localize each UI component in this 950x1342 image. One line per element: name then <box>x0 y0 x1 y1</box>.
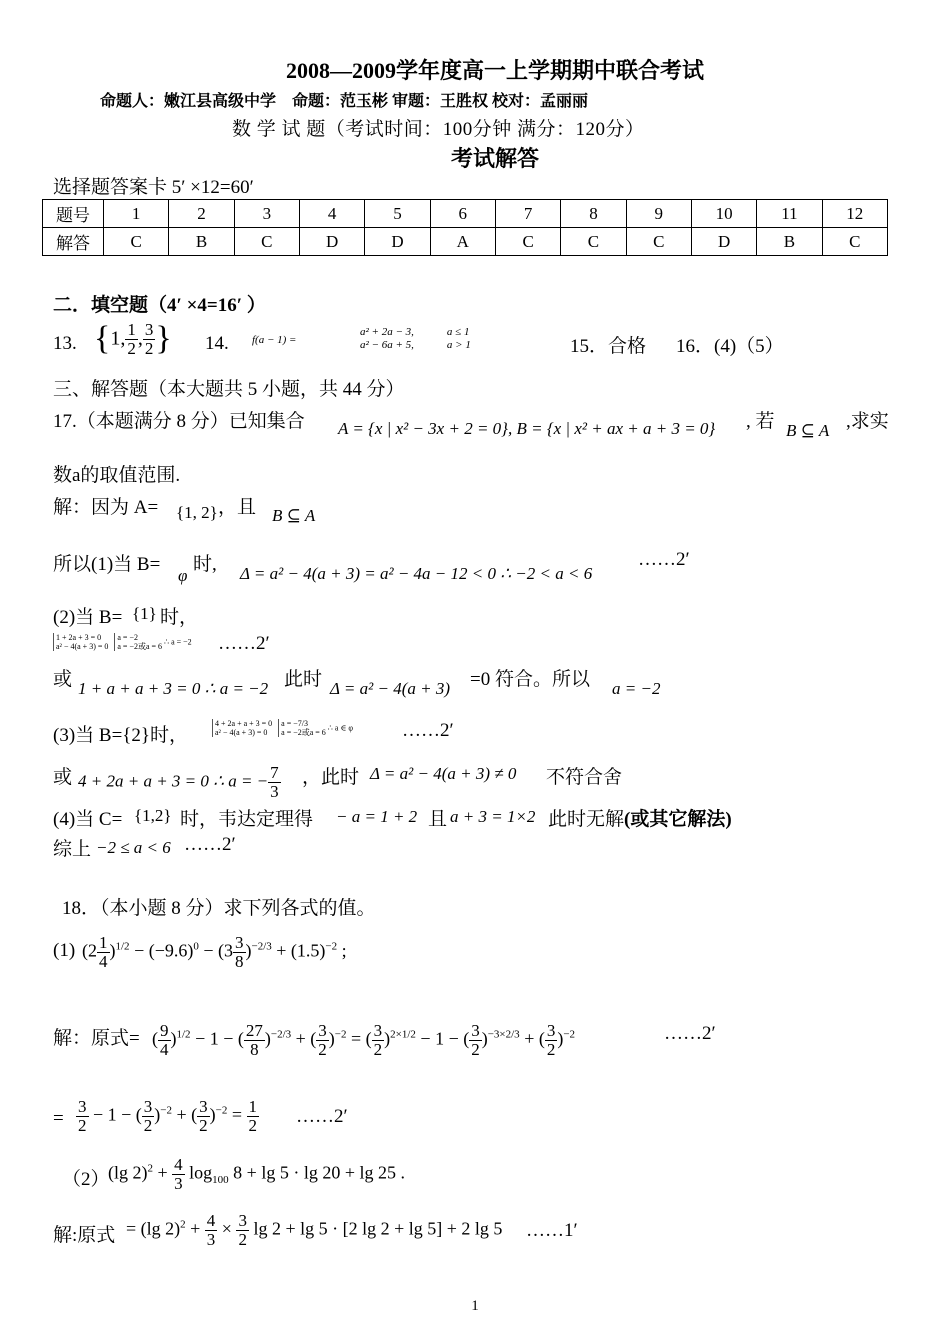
case4-prefix: (4)当 C= <box>53 809 123 830</box>
q17-subset: B ⊆ A <box>786 421 830 440</box>
table-cell: 11 <box>757 200 822 228</box>
answer-card-caption: 选择题答案卡 5′ ×12=60′ <box>53 177 254 198</box>
case3-conclusion: ∴ a ∈ φ <box>327 723 353 733</box>
case4-set: {1,2} <box>134 806 172 825</box>
summary-score: ……2′ <box>184 834 236 855</box>
document-title: 2008—2009学年度高一上学期期中联合考试 <box>285 58 704 83</box>
q17-stem-line2: 数a的取值范围. <box>53 465 181 486</box>
q18-sol2-score: ……1′ <box>526 1220 578 1241</box>
q18-stem: 18．（本小题 8 分）求下列各式的值。 <box>62 898 376 919</box>
answers-heading: 考试解答 <box>450 146 539 171</box>
q15-answer: 15．合格 <box>570 336 647 357</box>
or-line-delta: Δ = a² − 4(a + 3) <box>330 679 451 698</box>
table-cell: D <box>691 228 756 256</box>
empty-set-icon: φ <box>178 566 188 585</box>
case2-prefix: (2)当 B= <box>53 607 123 628</box>
table-cell: B <box>757 228 822 256</box>
or3-numerator: 7 <box>270 763 279 782</box>
table-cell: 4 <box>299 200 364 228</box>
q17-solution-prefix: 解：因为 A= <box>53 497 159 518</box>
or3-math <box>78 764 281 801</box>
q18-sol2-prefix: 解:原式 <box>53 1225 116 1246</box>
q18-sol1-prefix: 解：原式= <box>53 1028 140 1049</box>
table-row <box>43 228 888 256</box>
row-label-answer: 解答 <box>43 228 104 256</box>
table-cell: A <box>430 228 495 256</box>
page-number: 1 <box>471 1298 479 1314</box>
table-cell: C <box>495 228 560 256</box>
or3-expression: 4 + 2a + a + 3 = 0 ∴ a = − <box>78 771 269 791</box>
case3-eq2: a² − 4(a + 3) = 0 <box>215 728 268 737</box>
row-label-number: 题号 <box>43 200 104 228</box>
q18-sol1b-expression: $\frac{3}{2}$ − 1 − ( $\frac{3}{2}$ )$^{-2}$ + ( $\frac{3}{2}$ )$^{-2}$ = $\frac{1}{2}$ <box>78 1097 258 1135</box>
summary-prefix: 综上 <box>53 839 92 860</box>
q17-set-a: {1, 2} <box>176 503 218 522</box>
q14-cond1: a ≤ 1 <box>446 326 470 338</box>
exam-subtitle: 数 学 试 题（考试时间：100分钟 满分：120分） <box>232 119 645 140</box>
summary-math: −2 ≤ a < 6 <box>96 838 171 857</box>
case4-alternative: (或其它解法) <box>624 809 732 830</box>
table-cell: B <box>169 228 234 256</box>
case3-res2: a = −2或a = 6 <box>281 728 326 737</box>
q14-lhs: f(a − 1) = <box>252 334 297 346</box>
or-prefix: 或 <box>53 669 73 690</box>
or-line-mid: 此时 <box>284 669 323 690</box>
table-cell: 6 <box>430 200 495 228</box>
or3-delta: Δ = a² − 4(a + 3) ≠ 0 <box>370 764 517 783</box>
case2-conclusion: ∴ a = −2 <box>164 637 192 647</box>
q14-label: 14. <box>205 333 229 354</box>
q13-answer: {1, $\frac{1}{2}$ , $\frac{3}{2}$ } <box>94 319 172 358</box>
case4-vieta2: a + 3 = 1×2 <box>450 807 536 826</box>
table-cell: 1 <box>104 200 169 228</box>
case1-when: 时, <box>193 554 217 575</box>
or-line-result: a = −2 <box>612 679 661 698</box>
q17-set-definition: A = {x | x² − 3x + 2 = 0}, B = {x | x² + ax + a + 3 = 0} <box>338 419 716 438</box>
or3-prefix: 或 <box>53 767 73 788</box>
or-line-after: =0 符合。所以 <box>470 669 590 690</box>
case2-when: 时， <box>160 607 199 628</box>
q14-case1: a² + 2a − 3, <box>360 326 414 338</box>
table-cell: 10 <box>691 200 756 228</box>
case3-system <box>212 719 353 737</box>
or3-after: 不符合舍 <box>546 767 623 788</box>
q14-piecewise <box>360 326 471 352</box>
answer-card-table <box>42 199 888 256</box>
q18-sol1-score: ……2′ <box>664 1023 716 1044</box>
case2-eq1: 1 + 2a + 3 = 0 <box>56 633 102 642</box>
case3-score: ……2′ <box>402 720 454 741</box>
table-cell: 8 <box>561 200 626 228</box>
case2-eq2: a² − 4(a + 3) = 0 <box>56 642 109 651</box>
q18-part1-expression: (2 $\frac{1}{4}$ )$^{1/2} - (-9.6)^0 - (3$ $\frac{3}{8}$ )$^{-2/3} + (1.5)^{-2}$ ; <box>82 933 347 971</box>
case2-res1: a = −2 <box>117 633 138 642</box>
table-cell: 3 <box>234 200 299 228</box>
q18-sol2-expression: = (lg 2)$^2$ + $\frac{4}{3}$ × $\frac{3}{2}$ lg 2 + lg 5 · [2 lg 2 + lg 5] + 2 lg 5 <box>126 1211 503 1249</box>
q14-case2: a² − 6a + 5, <box>360 339 414 351</box>
case4-and: 且 <box>428 809 448 830</box>
q16-answer: 16．(4)（5） <box>676 336 784 357</box>
or3-denominator: 3 <box>270 782 279 801</box>
q18-sol1b-score: ……2′ <box>296 1106 348 1127</box>
table-cell: C <box>626 228 691 256</box>
case2-set: {1} <box>132 604 157 623</box>
table-cell: 2 <box>169 200 234 228</box>
or3-mid: ，此时 <box>302 767 360 788</box>
q17-stem-suffix: ,求实 <box>846 411 889 432</box>
table-cell: C <box>822 228 887 256</box>
section3-heading: 三、解答题（本大题共 5 小题，共 44 分） <box>53 379 405 400</box>
case2-score: ……2′ <box>218 633 270 654</box>
case3-res1: a = −7/3 <box>281 719 308 728</box>
table-cell: 5 <box>365 200 430 228</box>
case2-res2: a = −2或a = 6 <box>117 642 163 651</box>
case4-mid: 时，韦达定理得 <box>180 809 314 830</box>
table-cell: 12 <box>822 200 887 228</box>
q13-label: 13. <box>53 333 77 354</box>
case4-after <box>548 804 732 831</box>
case4-vieta1: − a = 1 + 2 <box>336 807 418 826</box>
q14-cond2: a > 1 <box>446 339 471 351</box>
table-cell: C <box>234 228 299 256</box>
q17-stem-prefix: 17.（本题满分 8 分）已知集合 <box>53 411 305 432</box>
q17-subset-2: B ⊆ A <box>272 506 316 525</box>
q18-part2-expression: (lg 2)$^2$ + $\frac{4}{3}$ $\log_{100} 8 + \lg 5 \cdot \lg 20 + \lg 25$ . <box>108 1155 405 1193</box>
authors-line: 命题人：嫩江县高级中学 命题：范玉彬 审题：王胜权 校对：孟丽丽 <box>100 93 589 110</box>
q17-and: ，且 <box>218 497 257 518</box>
q18-sol1b-equals: = <box>53 1108 64 1129</box>
table-cell: C <box>561 228 626 256</box>
table-cell: D <box>365 228 430 256</box>
or-line-math: 1 + a + a + 3 = 0 ∴ a = −2 <box>78 679 269 698</box>
table-cell: 9 <box>626 200 691 228</box>
case1-prefix: 所以(1)当 B= <box>53 554 161 575</box>
table-row <box>43 200 888 228</box>
fill-in-heading: 二．填空题（4′ ×4=16′ ） <box>53 295 266 316</box>
q17-stem-mid: , 若 <box>746 411 775 432</box>
case2-system <box>53 633 192 651</box>
table-cell: C <box>104 228 169 256</box>
table-cell: 7 <box>495 200 560 228</box>
q18-part2-label: （2） <box>62 1169 110 1190</box>
case1-math: Δ = a² − 4(a + 3) = a² − 4a − 12 < 0 ∴ −2 < a < 6 <box>240 564 593 583</box>
case1-score: ……2′ <box>638 549 690 570</box>
table-cell: D <box>299 228 364 256</box>
case3-eq1: 4 + 2a + a + 3 = 0 <box>215 719 273 728</box>
q18-sol1-expression: ( $\frac{9}{4}$ )$^{1/2}$ − 1 − ( $\frac{27}{8}$ )$^{-2/3}$ + ( $\frac{3}{2}$ )$^{-2}$ = ( $\frac{3}{2}$ )$^{2\times 1/2}$ − 1 − ( $\frac{3}{2}$ )$^{-3\times 2/3}$ + ( $\frac{3}{2}$ )$^{-2}$ <box>152 1021 576 1059</box>
case4-after-text: 此时无解 <box>548 809 625 830</box>
q18-part1-label: (1) <box>53 940 76 961</box>
case3-prefix: (3)当 B={2}时， <box>53 725 189 746</box>
